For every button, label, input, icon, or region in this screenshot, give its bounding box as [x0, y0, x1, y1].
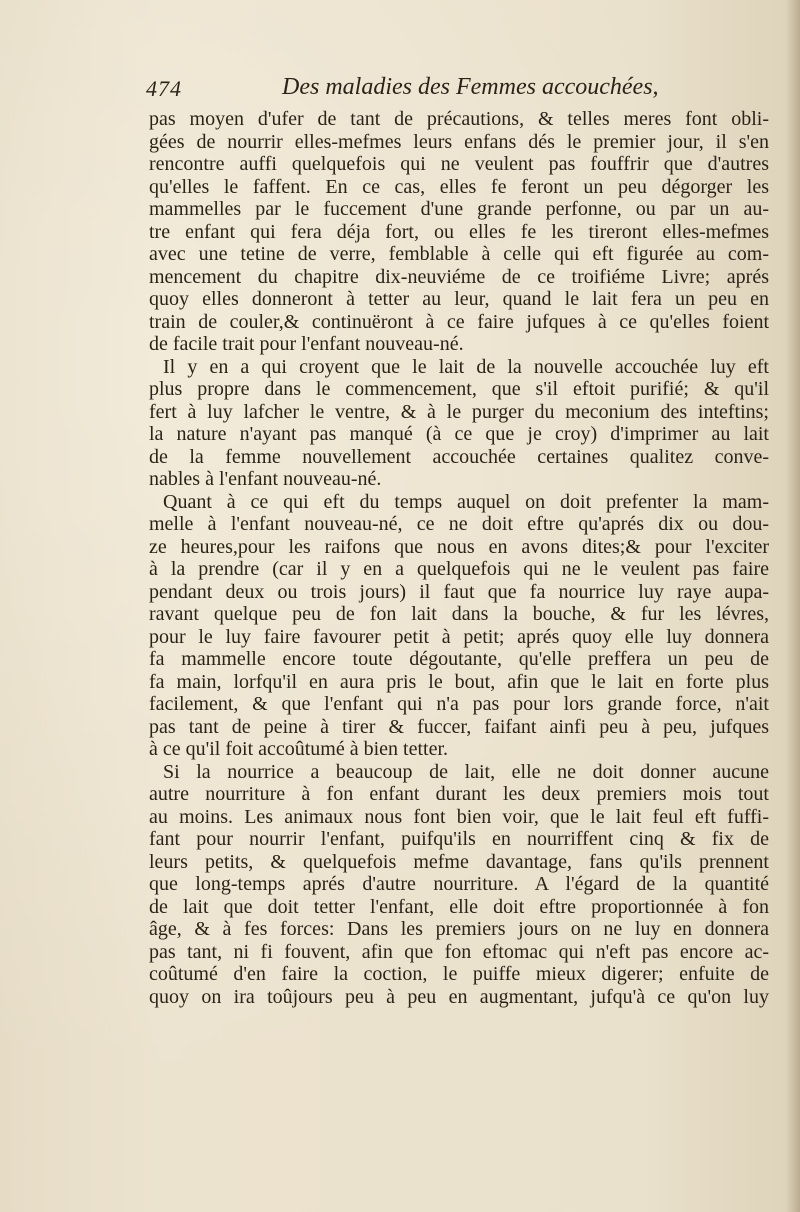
- text-line: quoy on ira toûjours peu à peu en augmentant, jufqu'à ce qu'on luy: [149, 985, 769, 1008]
- text-line: ravant quelque peu de fon lait dans la bouche, & fur les lévres,: [149, 603, 769, 625]
- text-line: pas tant de peine à tirer & fuccer, faifant ainfi peu à peu, jufques: [149, 715, 769, 738]
- text-line: autre nourriture à fon enfant durant les deux premiers mois tout: [149, 783, 769, 805]
- body-text: [149, 108, 769, 1008]
- text-line: fa main, lorfqu'il en aura pris le bout, afin que le lait en forte plus: [149, 670, 769, 693]
- text-line: âge, & à fes forces: Dans les premiers jours on ne luy en donnera: [149, 918, 769, 940]
- text-line: tre enfant qui fera déja fort, ou elles fe les tireront elles-mefmes: [149, 220, 769, 243]
- text-line: la nature n'ayant pas manqué (à ce que je croy) d'imprimer au lait: [149, 423, 769, 445]
- text-line: de la femme nouvellement accouchée certaines qualitez conve-: [149, 445, 769, 468]
- text-line: melle à l'enfant nouveau-né, ce ne doit eftre qu'aprés dix ou dou-: [149, 513, 769, 535]
- text-line: pas tant, ni fi fouvent, afin que fon eftomac qui n'eft pas encore ac-: [149, 940, 769, 963]
- text-line: gées de nourrir elles-mefmes leurs enfans dés le premier jour, il s'en: [149, 130, 769, 153]
- paragraph-start: Si la nourrice a beaucoup de lait, elle ne doit donner aucune: [163, 760, 769, 783]
- text-line: plus propre dans le commencement, que s'il eftoit purifié; & qu'il: [149, 378, 769, 400]
- page-edge-shadow: [786, 0, 800, 1212]
- text-line: ze heures,pour les raifons que nous en avons dites;& pour l'exciter: [149, 535, 769, 558]
- page-header: [146, 74, 766, 108]
- text-line: pendant deux ou trois jours) il faut que fa nourrice luy raye aupa-: [149, 580, 769, 603]
- text-line: de lait que doit tetter l'enfant, elle doit eftre proportionnée à fon: [149, 895, 769, 918]
- text-line: train de couler,& continuëront à ce faire jufques à ce qu'elles foient: [149, 310, 769, 333]
- text-line: pas moyen d'ufer de tant de précautions, & telles meres font obli-: [149, 108, 769, 130]
- paragraph-start: Il y en a qui croyent que le lait de la nouvelle accouchée luy eft: [163, 355, 769, 378]
- running-title: Des maladies des Femmes accouchées,: [282, 74, 659, 100]
- text-line: de facile trait pour l'enfant nouveau-né.: [149, 333, 464, 355]
- text-line: facilement, & que l'enfant qui n'a pas pour lors grande force, n'ait: [149, 693, 769, 715]
- text-line: fert à luy lafcher le ventre, & à le purger du meconium des inteftins;: [149, 400, 769, 423]
- text-line: que long-temps aprés d'autre nourriture. A l'égard de la quantité: [149, 873, 769, 895]
- text-line: rencontre auffi quelquefois qui ne veulent pas fouffrir que d'autres: [149, 153, 769, 175]
- text-line: au moins. Les animaux nous font bien voir, que le lait feul eft fuffi-: [149, 805, 769, 828]
- text-line: fa mammelle encore toute dégoutante, qu'elle preffera un peu de: [149, 648, 769, 670]
- text-line: à la prendre (car il y en a quelquefois qui ne le veulent pas faire: [149, 558, 769, 580]
- text-line: nables à l'enfant nouveau-né.: [149, 468, 382, 490]
- text-line: avec une tetine de verre, femblable à celle qui eft figurée au com-: [149, 243, 769, 265]
- text-line: leurs petits, & quelquefois mefme davantage, fans qu'ils prennent: [149, 850, 769, 873]
- text-line: quoy elles donneront à tetter au leur, quand le lait fera un peu en: [149, 288, 769, 310]
- text-line: qu'elles le faffent. En ce cas, elles fe feront un peu dégorger les: [149, 175, 769, 198]
- paragraph-start: Quant à ce qui eft du temps auquel on doit prefenter la mam-: [163, 490, 769, 513]
- text-line: coûtumé d'en faire la coction, le puiffe mieux digerer; enfuite de: [149, 963, 769, 985]
- text-line: mencement du chapitre dix-neuviéme de ce troifiéme Livre; aprés: [149, 265, 769, 288]
- text-line: pour le luy faire favourer petit à petit; aprés quoy elle luy donnera: [149, 625, 769, 648]
- page-number: 474: [146, 76, 182, 101]
- text-line: mammelles par le fuccement d'une grande perfonne, ou par un au-: [149, 198, 769, 220]
- text-line: fant pour nourrir l'enfant, puifqu'ils en nourriffent cinq & fix de: [149, 828, 769, 850]
- text-line: à ce qu'il foit accoûtumé à bien tetter.: [149, 738, 449, 760]
